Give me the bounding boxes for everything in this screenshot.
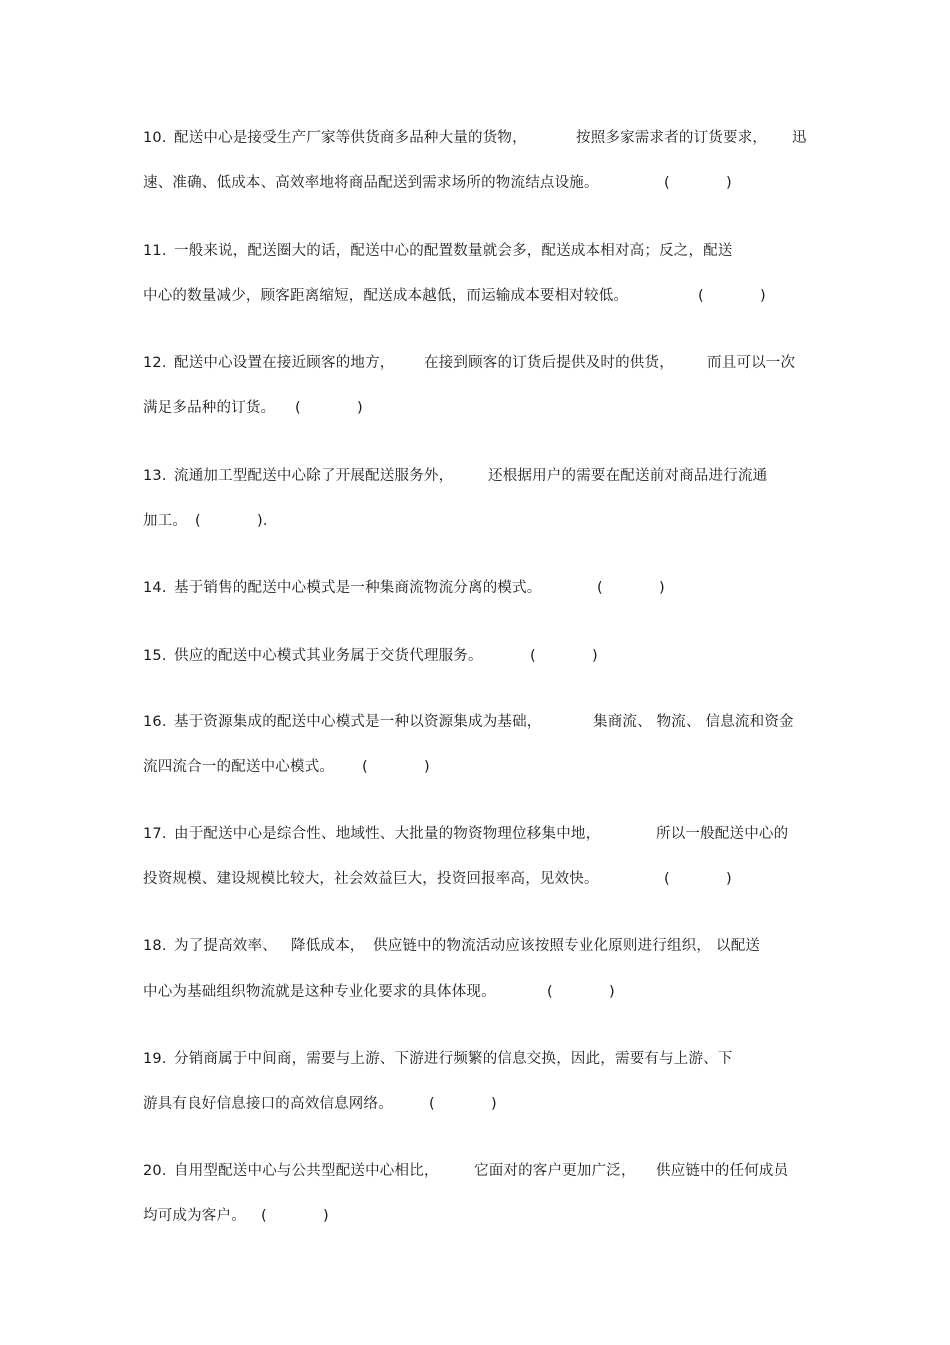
question-text: 它面对的客户更加广泛， — [474, 1163, 636, 1179]
question-text: 速、准确、低成本、高效率地将商品配送到需求场所的物流结点设施。 — [143, 175, 599, 191]
answer-paren-open: ( — [547, 984, 553, 1000]
answer-paren-close: ) — [592, 648, 598, 664]
question-text: 为了提高效率、 — [174, 938, 277, 954]
question-text: 供应链中的任何成员 — [656, 1163, 789, 1179]
question-text: 迅 — [792, 130, 807, 146]
question-number: 18. — [143, 938, 167, 954]
question-text: 还根据用户的需要在配送前对商品进行流通 — [488, 468, 768, 484]
question-text: 基于销售的配送中心模式是一种集商流物流分离的模式。 — [174, 580, 542, 596]
question-text: 投资规模、建设规模比较大，社会效益巨大，投资回报率高，见效快。 — [143, 871, 599, 887]
question-text: 流四流合一的配送中心模式。 — [143, 759, 335, 775]
answer-paren-close: ) — [491, 1096, 497, 1112]
question-20-line-2 — [143, 1206, 329, 1306]
question-number: 11. — [143, 243, 167, 259]
answer-paren-open: ( — [664, 871, 670, 887]
question-text: 满足多品种的订货。 — [143, 400, 276, 416]
question-number: 17. — [143, 826, 167, 842]
question-number: 15. — [143, 648, 167, 664]
answer-paren-open: ( — [261, 1208, 267, 1224]
question-number: 12. — [143, 355, 167, 371]
question-number: 10. — [143, 130, 167, 146]
answer-paren-close: ) — [357, 400, 363, 416]
answer-paren-close: ) — [424, 759, 430, 775]
answer-paren-open: ( — [195, 513, 201, 529]
question-text: 供应的配送中心模式其业务属于交货代理服务。 — [174, 648, 483, 664]
answer-paren-close: ) — [726, 175, 732, 191]
question-text: 一般来说，配送圈大的话，配送中心的配置数量就会多，配送成本相对高；反之，配送 — [174, 243, 733, 259]
question-text: 降低成本， — [291, 938, 365, 954]
answer-paren-close: ) — [726, 871, 732, 887]
answer-paren-open: ( — [362, 759, 368, 775]
answer-paren-open: ( — [698, 288, 704, 304]
question-text: 均可成为客户。 — [143, 1208, 246, 1224]
question-text: 配送中心是接受生产厂家等供货商多品种大量的货物， — [174, 130, 527, 146]
question-number: 20. — [143, 1163, 167, 1179]
question-number: 14. — [143, 580, 167, 596]
answer-paren-open: ( — [429, 1096, 435, 1112]
question-text: 基于资源集成的配送中心模式是一种以资源集成为基础， — [174, 714, 542, 730]
question-text: 在接到顾客的订货后提供及时的供货， — [424, 355, 674, 371]
question-text: 配送中心设置在接近顾客的地方， — [174, 355, 395, 371]
answer-paren-open: ( — [597, 580, 603, 596]
question-text: 游具有良好信息接口的高效信息网络。 — [143, 1096, 393, 1112]
question-text: 以配送 — [716, 938, 761, 954]
question-text: 加工。 — [143, 513, 188, 529]
question-number: 19. — [143, 1051, 167, 1067]
question-text: 而且可以一次 — [707, 355, 796, 371]
answer-paren-close: ) — [609, 984, 615, 1000]
question-text: 中心的数量减少，顾客距离缩短，配送成本越低，而运输成本要相对较低。 — [143, 288, 629, 304]
question-text: 集商流、 物流、 信息流和资金 — [593, 714, 794, 730]
question-text: 所以一般配送中心的 — [656, 826, 789, 842]
question-text: 自用型配送中心与公共型配送中心相比， — [174, 1163, 439, 1179]
answer-paren-close: )． — [257, 513, 278, 529]
question-text: 由于配送中心是综合性、地域性、大批量的物资物理位移集中地， — [174, 826, 601, 842]
question-number: 13. — [143, 468, 167, 484]
answer-paren-open: ( — [295, 400, 301, 416]
answer-paren-close: ) — [323, 1208, 329, 1224]
question-text: 分销商属于中间商，需要与上游、下游进行频繁的信息交换，因此，需要有与上游、下 — [174, 1051, 733, 1067]
question-text: 中心为基础组织物流就是这种专业化要求的具体体现。 — [143, 984, 496, 1000]
question-text: 供应链中的物流活动应该按照专业化原则进行组织， — [373, 938, 712, 954]
question-text: 流通加工型配送中心除了开展配送服务外， — [174, 468, 454, 484]
answer-paren-open: ( — [530, 648, 536, 664]
question-text: 按照多家需求者的订货要求， — [576, 130, 768, 146]
question-number: 16. — [143, 714, 167, 730]
answer-paren-open: ( — [664, 175, 670, 191]
answer-paren-close: ) — [659, 580, 665, 596]
answer-paren-close: ) — [760, 288, 766, 304]
